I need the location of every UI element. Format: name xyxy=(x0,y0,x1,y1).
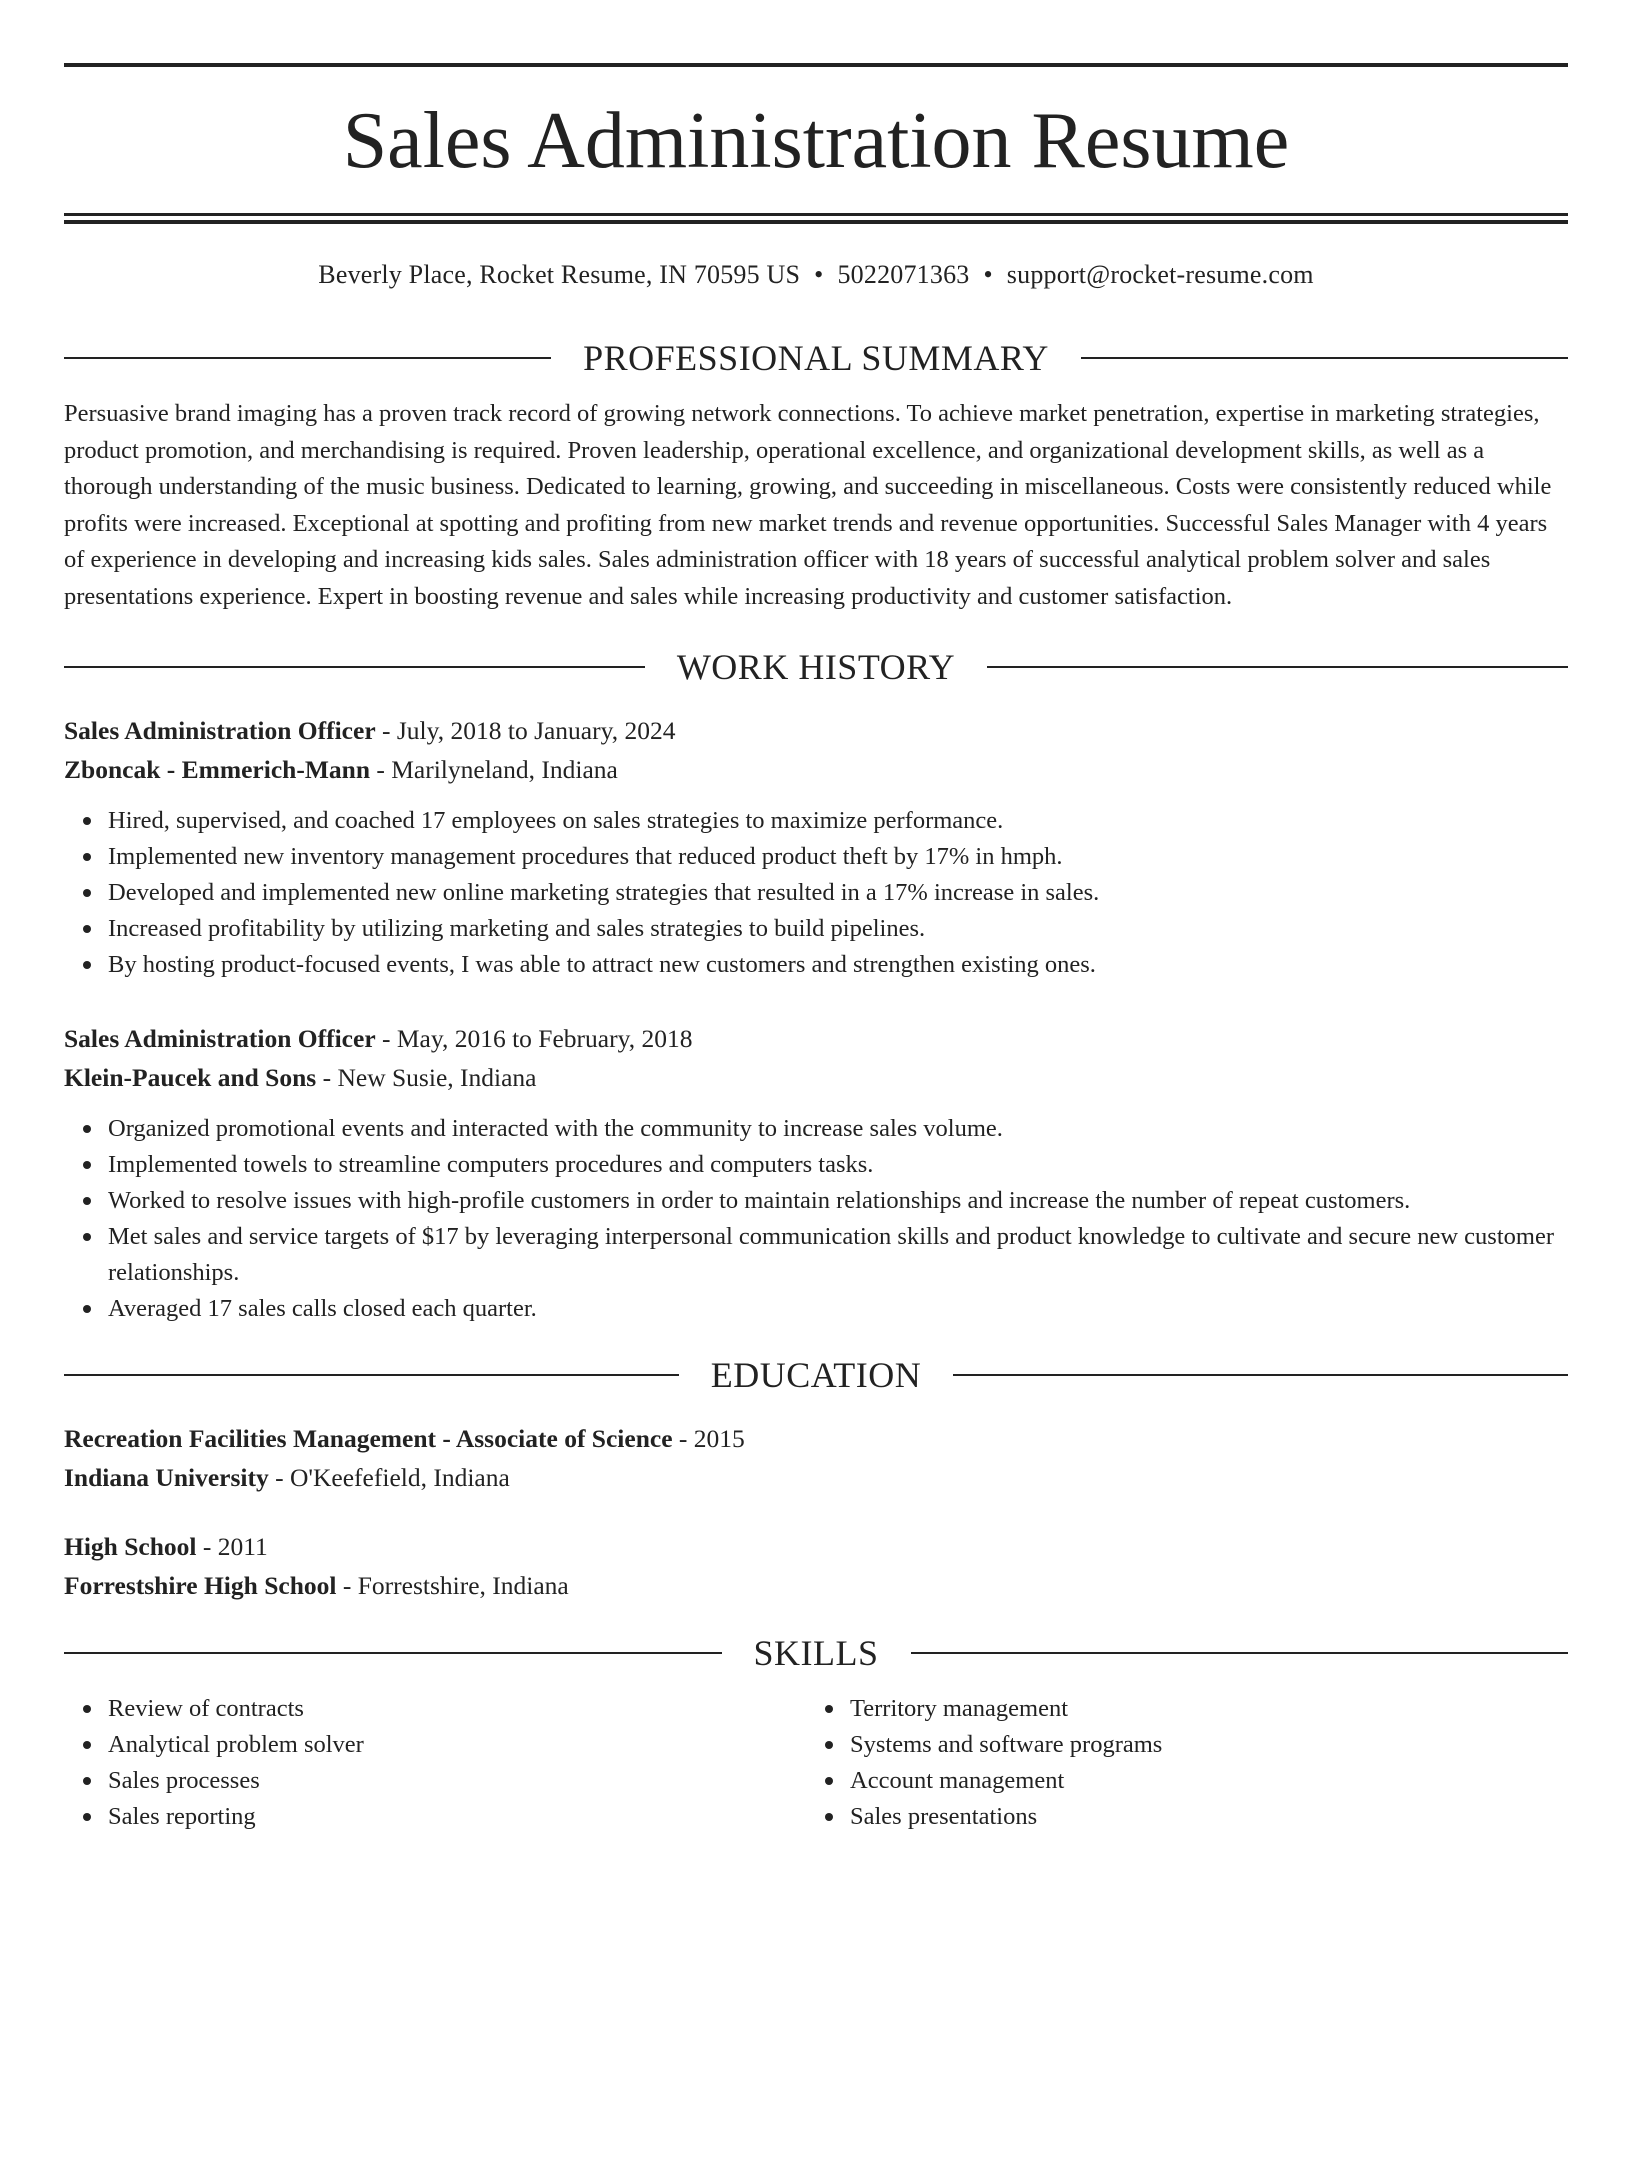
title-double-rule xyxy=(64,213,1568,224)
education-degree-line xyxy=(64,1419,1568,1458)
skill-item: Systems and software programs xyxy=(850,1727,1548,1763)
heading-rule xyxy=(64,1652,722,1654)
education-entry xyxy=(64,1527,1568,1605)
job-location: - Marilyneland, Indiana xyxy=(370,755,618,784)
job-company-line xyxy=(64,1058,1568,1097)
section-heading-summary xyxy=(64,336,1568,380)
education-school-line xyxy=(64,1566,1568,1605)
list-item: Implemented towels to streamline computers procedures and computers tasks. xyxy=(108,1147,1568,1183)
education-year: - 2011 xyxy=(196,1532,268,1561)
heading-rule xyxy=(64,1374,679,1376)
skill-item: Sales reporting xyxy=(108,1799,806,1835)
skill-item: Territory management xyxy=(850,1691,1548,1727)
section-heading-work xyxy=(64,645,1568,689)
education-location: - Forrestshire, Indiana xyxy=(336,1571,569,1600)
heading-rule xyxy=(911,1652,1569,1654)
heading-rule xyxy=(64,357,551,359)
heading-rule xyxy=(953,1374,1568,1376)
skill-item: Account management xyxy=(850,1763,1548,1799)
list-item: Worked to resolve issues with high-profile customers in order to maintain relationships and increase the number of repeat customers. xyxy=(108,1183,1568,1219)
section-title: EDUCATION xyxy=(710,1355,922,1395)
skills-list-right xyxy=(806,1691,1548,1835)
bullet-separator: • xyxy=(814,260,824,289)
education-school-line xyxy=(64,1458,1568,1497)
job-dates: - May, 2016 to February, 2018 xyxy=(375,1024,693,1053)
section-title: SKILLS xyxy=(753,1633,879,1673)
section-heading-skills xyxy=(64,1631,1568,1675)
resume-title: Sales Administration Resume xyxy=(342,97,1290,185)
job-role: Sales Administration Officer xyxy=(64,1024,376,1053)
list-item: Developed and implemented new online marketing strategies that resulted in a 17% increase in sales. xyxy=(108,875,1568,911)
top-rule xyxy=(64,63,1568,67)
heading-rule xyxy=(1081,357,1568,359)
job-company: Klein-Paucek and Sons xyxy=(64,1063,317,1092)
contact-address: Beverly Place, Rocket Resume, IN 70595 US xyxy=(318,260,801,289)
education-entry xyxy=(64,1419,1568,1497)
list-item: Met sales and service targets of $17 by leveraging interpersonal communication skills and product knowledge to cultivate and secure new customer relationships. xyxy=(108,1219,1568,1291)
education-location: - O'Keefefield, Indiana xyxy=(268,1463,510,1492)
job-entry xyxy=(64,711,1568,983)
contact-email: support@rocket-resume.com xyxy=(1006,260,1314,289)
education-degree: High School xyxy=(64,1532,197,1561)
job-bullets xyxy=(64,1111,1568,1327)
education-degree-line xyxy=(64,1527,1568,1566)
job-title-line xyxy=(64,1019,1568,1058)
list-item: Organized promotional events and interacted with the community to increase sales volume. xyxy=(108,1111,1568,1147)
list-item: Hired, supervised, and coached 17 employees on sales strategies to maximize performance. xyxy=(108,803,1568,839)
list-item: Implemented new inventory management procedures that reduced product theft by 17% in hmph. xyxy=(108,839,1568,875)
contact-line xyxy=(64,258,1568,292)
skill-item: Review of contracts xyxy=(108,1691,806,1727)
skill-item: Sales presentations xyxy=(850,1799,1548,1835)
heading-rule xyxy=(987,666,1568,668)
job-entry xyxy=(64,1019,1568,1327)
job-role: Sales Administration Officer xyxy=(64,716,376,745)
skills-list-left xyxy=(64,1691,806,1835)
education-school: Forrestshire High School xyxy=(64,1571,337,1600)
resume-page xyxy=(0,63,1632,2175)
job-bullets xyxy=(64,803,1568,983)
job-company: Zboncak - Emmerich-Mann xyxy=(64,755,370,784)
skill-item: Analytical problem solver xyxy=(108,1727,806,1763)
job-location: - New Susie, Indiana xyxy=(316,1063,537,1092)
list-item: Averaged 17 sales calls closed each quarter. xyxy=(108,1291,1568,1327)
bullet-separator: • xyxy=(983,260,993,289)
job-dates: - July, 2018 to January, 2024 xyxy=(375,716,676,745)
section-title: WORK HISTORY xyxy=(676,647,956,687)
contact-phone: 5022071363 xyxy=(837,260,970,289)
skills-columns xyxy=(64,1691,1568,1835)
list-item: By hosting product-focused events, I was able to attract new customers and strengthen existing ones. xyxy=(108,947,1568,983)
heading-rule xyxy=(64,666,645,668)
job-company-line xyxy=(64,750,1568,789)
education-degree: Recreation Facilities Management - Associate of Science xyxy=(64,1424,673,1453)
section-title: PROFESSIONAL SUMMARY xyxy=(583,338,1049,378)
list-item: Increased profitability by utilizing marketing and sales strategies to build pipelines. xyxy=(108,911,1568,947)
summary-paragraph: Persuasive brand imaging has a proven track record of growing network connections. To achieve market penetration, expertise in marketing strategies, product promotion, and merchandising is required. Proven leadership, operational excellence, and organizational development skills, as well as a thorough understanding of the music business. Dedicated to learning, growing, and succeeding in miscellaneous. Costs were consistently reduced while profits were increased. Exceptional at spotting and profiting from new market trends and revenue opportunities. Successful Sales Manager with 4 years of experience in developing and increasing kids sales. Sales administration officer with 18 years of successful analytical problem solver and sales presentations experience. Expert in boosting revenue and sales while increasing productivity and customer satisfaction. xyxy=(64,400,1552,610)
education-school: Indiana University xyxy=(64,1463,269,1492)
skill-item: Sales processes xyxy=(108,1763,806,1799)
job-title-line xyxy=(64,711,1568,750)
education-year: - 2015 xyxy=(672,1424,745,1453)
section-heading-education xyxy=(64,1353,1568,1397)
